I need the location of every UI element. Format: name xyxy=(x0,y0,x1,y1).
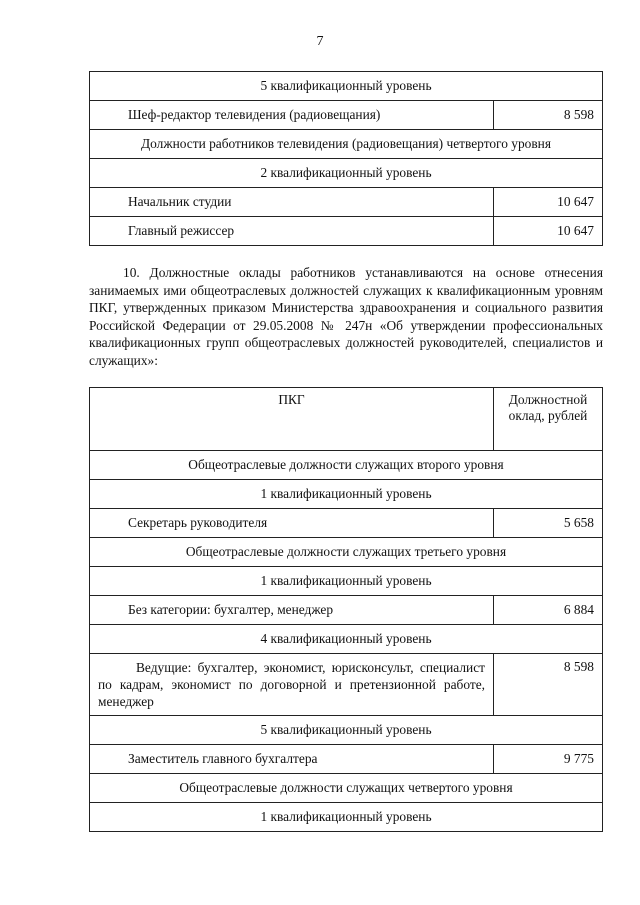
position-name: Заместитель главного бухгалтера xyxy=(90,745,494,774)
salary-value: 10 647 xyxy=(494,217,603,246)
table-row xyxy=(90,188,603,217)
table-row xyxy=(90,654,603,716)
group-header: Должности работников телевидения (радиовещания) четвертого уровня xyxy=(90,130,603,159)
table-row xyxy=(90,451,603,480)
group-header: 4 квалификационный уровень xyxy=(90,625,603,654)
group-header: 5 квалификационный уровень xyxy=(90,716,603,745)
group-header: 1 квалификационный уровень xyxy=(90,567,603,596)
salary-value: 8 598 xyxy=(494,101,603,130)
position-name: Секретарь руководителя xyxy=(90,509,494,538)
position-name: Без категории: бухгалтер, менеджер xyxy=(90,596,494,625)
table-row xyxy=(90,538,603,567)
position-name: Главный режиссер xyxy=(90,217,494,246)
table-row xyxy=(90,509,603,538)
salary-table-top xyxy=(89,71,603,246)
group-header: 1 квалификационный уровень xyxy=(90,803,603,832)
table-row xyxy=(90,745,603,774)
salary-value: 9 775 xyxy=(494,745,603,774)
salary-table-bottom xyxy=(89,387,603,832)
column-header-pkg: ПКГ xyxy=(90,388,494,451)
group-header: Общеотраслевые должности служащих второго уровня xyxy=(90,451,603,480)
position-name: Ведущие: бухгалтер, экономист, юрисконсульт, специалист по кадрам, экономист по договорной и претензионной работе, менеджер xyxy=(90,654,494,716)
table-row xyxy=(90,480,603,509)
column-header-salary: Должностной оклад, рублей xyxy=(494,388,603,451)
position-name: Шеф-редактор телевидения (радиовещания) xyxy=(90,101,494,130)
position-name: Начальник студии xyxy=(90,188,494,217)
table-row xyxy=(90,217,603,246)
paragraph-10: 10. Должностные оклады работников устанавливаются на основе отнесения занимаемых ими общеотраслевых должностей служащих к квалификационным уровням ПКГ, утвержденных приказом Министерства здравоохранения и социального развития Российской Федерации от 29.05.2008 № 247н «Об утверждении профессиональных квалификационных групп общеотраслевых должностей руководителей, специалистов и служащих»: xyxy=(89,265,603,368)
group-header: Общеотраслевые должности служащих третьего уровня xyxy=(90,538,603,567)
table-row xyxy=(90,159,603,188)
salary-value: 6 884 xyxy=(494,596,603,625)
table-row xyxy=(90,596,603,625)
group-header: 1 квалификационный уровень xyxy=(90,480,603,509)
salary-value: 10 647 xyxy=(494,188,603,217)
table-row xyxy=(90,101,603,130)
salary-value: 5 658 xyxy=(494,509,603,538)
page-number: 7 xyxy=(316,34,324,49)
table-row xyxy=(90,774,603,803)
table-header-row xyxy=(90,388,603,451)
group-header: 5 квалификационный уровень xyxy=(90,72,603,101)
table-row xyxy=(90,625,603,654)
table-row xyxy=(90,72,603,101)
table-row xyxy=(90,567,603,596)
table-row xyxy=(90,803,603,832)
table-row xyxy=(90,716,603,745)
salary-value: 8 598 xyxy=(494,654,603,716)
group-header: Общеотраслевые должности служащих четвертого уровня xyxy=(90,774,603,803)
table-row xyxy=(90,130,603,159)
group-header: 2 квалификационный уровень xyxy=(90,159,603,188)
